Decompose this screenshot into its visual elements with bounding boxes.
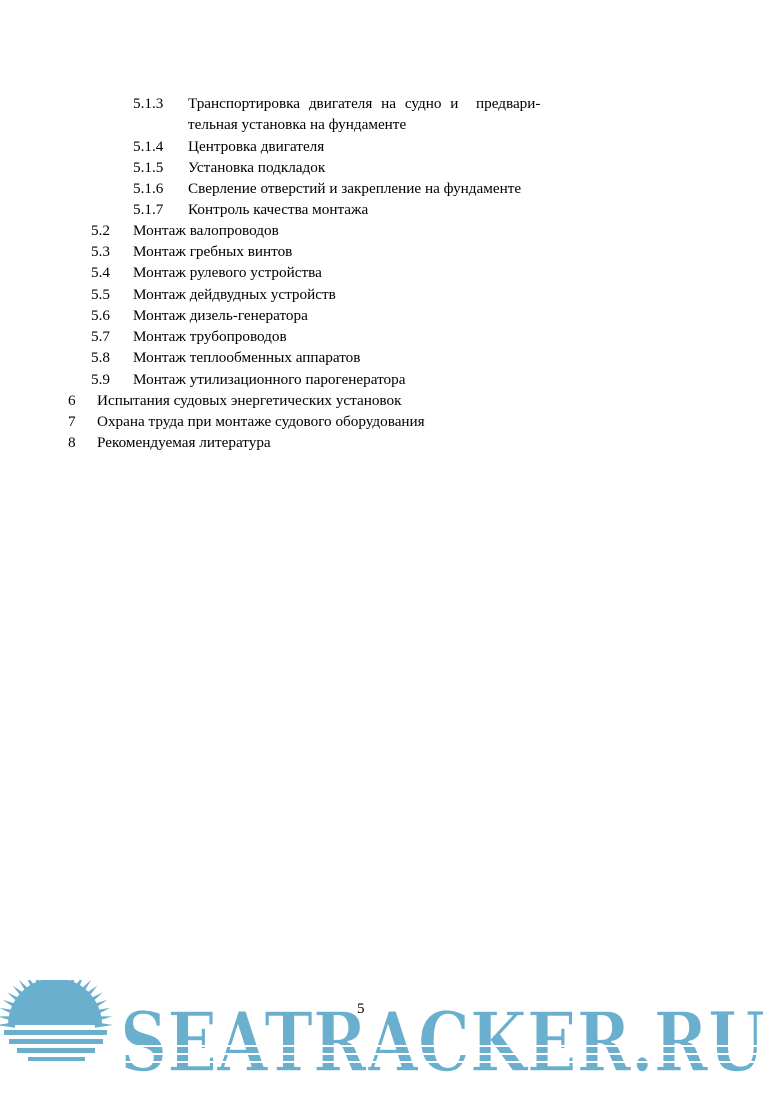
toc-entry-5-1-3 [133,95,633,135]
toc-entry-number: 8 [68,434,76,451]
toc-entry-number: 5.1.4 [133,138,164,155]
toc-entry-title: Монтаж гребных винтов [133,243,293,260]
toc-entry-number: 5.1.5 [133,159,164,176]
toc-entry-number: 6 [68,392,76,409]
toc-entry-title: Монтаж дизель-генератора [133,307,308,324]
toc-entry-title-continuation: тельная установка на фундаменте [188,116,407,133]
toc-entry-number: 5.9 [91,371,110,388]
toc-entry-title: Сверление отверстий и закрепление на фундаменте [188,180,522,197]
toc-entry-title: Монтаж теплообменных аппаратов [133,349,361,366]
toc-entry-title: Транспортировка двигателя на судно и предвари- [188,95,541,112]
toc-entry-number: 5.8 [91,349,110,366]
toc-entry-title: Установка подкладок [188,159,326,176]
toc-entry-number: 5.6 [91,307,110,324]
page-number: 5 [357,1001,365,1017]
watermark-text: SEATRACKER.RU [120,995,765,1091]
toc-entry-title: Испытания судовых энергетических установок [97,392,402,409]
toc-entry-title: Монтаж рулевого устройства [133,264,322,281]
sun-icon [0,980,113,1061]
toc-entry-number: 5.2 [91,222,110,239]
toc-entry-number: 5.1.7 [133,201,164,218]
toc-entry-number: 5.7 [91,328,110,345]
toc-entry-title: Монтаж дейдвудных устройств [133,286,336,303]
toc-entry-number: 5.5 [91,286,110,303]
toc-entry-title: Центровка двигателя [188,138,325,155]
toc-entry-title: Контроль качества монтажа [188,201,369,218]
toc-entry-title: Монтаж утилизационного парогенератора [133,371,406,388]
toc-entry-title: Рекомендуемая литература [97,434,271,451]
seatracker-logo [0,980,773,1095]
toc-entry-number: 5.1.3 [133,95,164,112]
toc-entry-number: 5.4 [91,264,110,281]
toc-entry-title: Охрана труда при монтаже судового оборудования [97,413,425,430]
toc-entry-number: 5.1.6 [133,180,164,197]
toc-entry-number: 7 [68,413,76,430]
toc-entry-title: Монтаж трубопроводов [133,328,287,345]
toc-entry-title: Монтаж валопроводов [133,222,279,239]
toc-entry-number: 5.3 [91,243,110,260]
